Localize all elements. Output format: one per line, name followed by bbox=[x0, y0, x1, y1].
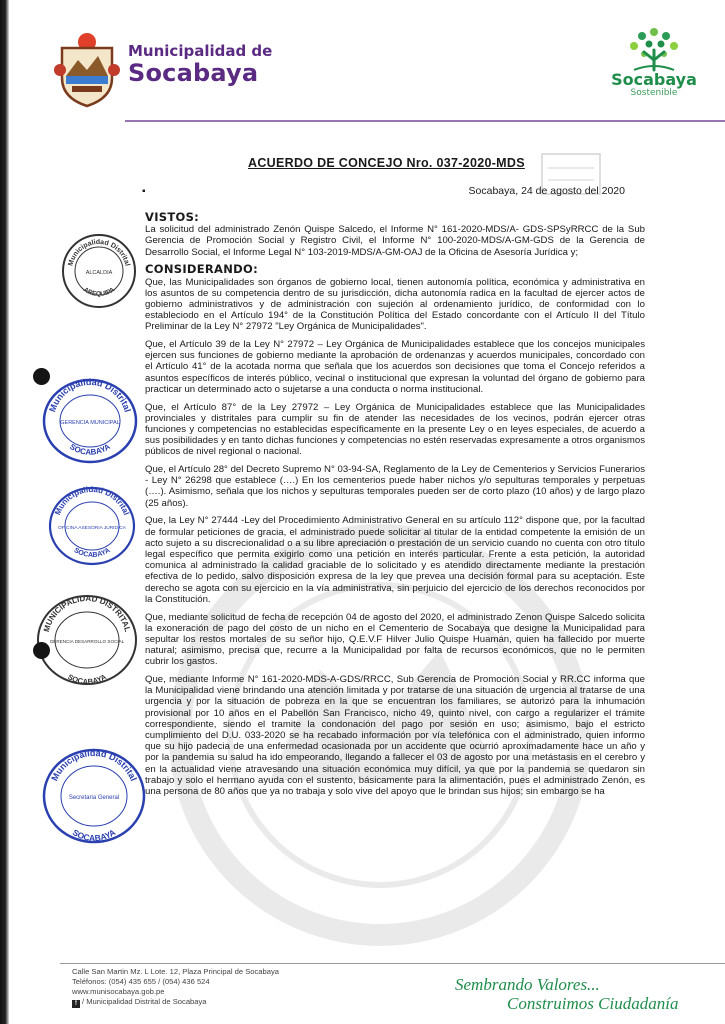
document-title: ACUERDO DE CONCEJO Nro. 037-2020-MDS bbox=[248, 156, 525, 170]
slogan-line2: Construimos Ciudadanía bbox=[507, 994, 679, 1013]
footer-address: Calle San Martin Mz. L Lote. 12, Plaza Principal de Socabaya bbox=[72, 967, 279, 976]
paragraph: Que, el Artículo 87° de la Ley 27972 – Ley Orgánica de Municipalidades establece que las Municipalidades provinciales y distritales para cumplir su fin de atender las necesidades de los vecinos, podrán ejercer otras funciones y competencias no establecidas específicamente en la presente Ley o en leyes especiales, de acuerdo a sus posibilidades y en tanto dichas funciones y competencias no estén reservadas expresamente a otros organismos públicos de nivel regional o nacional. bbox=[145, 401, 645, 458]
margin-mark: ▪ bbox=[142, 186, 146, 197]
seal-middle-text: GERENCIA MUNICIPAL bbox=[60, 420, 120, 426]
footer-facebook: / Municipalidad Distrital de Socabaya bbox=[82, 997, 207, 1006]
organization-name-line1: Municipalidad de bbox=[128, 42, 273, 60]
organization-name bbox=[128, 44, 272, 85]
seal-bottom-text: SOCABAYA bbox=[70, 827, 118, 844]
seal-middle-text: Secretaria General bbox=[68, 795, 120, 801]
letterhead bbox=[0, 0, 725, 125]
paragraph: Que, las Municipalidades son órganos de gobierno local, tienen autonomía política, económica y administrativa en los asuntos de su competencia dentro de su jurisdicción, dicha autonomía radica en la facultad de ejercer actos de gobierno administrativos y de administración con sujeción al ordenamiento jurídico, de conformidad con lo estableciodo en el Artículo 194° de la Constitución Política del Estado concordante con el Artículo II del Título Preliminar de la Ley N° 27972 "Ley Orgánica de Municipalidades". bbox=[145, 276, 645, 333]
seal-middle-text: OFICINA ASESORIA JURIDICA bbox=[58, 526, 126, 531]
seal-middle-text: ALCALDIA bbox=[85, 270, 113, 276]
secretaria-general-seal bbox=[40, 746, 148, 846]
seal-bottom-text: SOCABAYA bbox=[72, 547, 112, 560]
brand-wordmark bbox=[604, 72, 704, 98]
section-heading-considerando: CONSIDERANDO: bbox=[145, 262, 259, 277]
seal-bottom-text: AREQUIPA bbox=[82, 286, 116, 298]
svg-text:AREQUIPA bbox=[82, 286, 116, 298]
paragraph: Que, mediante solicitud de fecha de recepción 04 de agosto del 2020, el administrado Zenon Quispe Salcedo solicita la exoneración de pago del costo de un nicho en el Cementerio de Socabaya que designe la Municipalidad para sepultar los restos mortales de su señor hijo, Q.E.V.F Hilver Julio Quispe Huamán, quien ha fallecido por muerte natural; asimismo, precisa que, recurre a la Municipalidad por falta de recursos económicos, que no le permiten cubrir los gastos. bbox=[145, 611, 645, 668]
svg-text:MUNICIPALIDAD DISTRITAL bbox=[42, 594, 132, 633]
municipal-shield-icon bbox=[52, 30, 122, 108]
footer-slogan bbox=[455, 975, 710, 1013]
gerencia-municipal-seal bbox=[40, 376, 140, 466]
header-divider bbox=[125, 120, 725, 122]
punch-hole bbox=[33, 368, 50, 385]
punch-hole bbox=[33, 642, 50, 659]
slogan-line1: Sembrando Valores... bbox=[455, 975, 600, 994]
svg-text:Municipalidad Distrital bbox=[53, 485, 131, 516]
scan-edge-mark bbox=[0, 0, 9, 1024]
seal-bottom-text: SOCABAYA bbox=[66, 672, 108, 687]
seal-top-text: Municipalidad Distrital bbox=[67, 238, 131, 267]
brand-tagline: Sostenible bbox=[630, 88, 678, 98]
document-body bbox=[145, 212, 645, 804]
svg-text:SOCABAYA bbox=[68, 442, 112, 457]
facebook-icon: f bbox=[72, 1000, 80, 1008]
footer-contact bbox=[72, 967, 279, 1008]
footer-facebook-row bbox=[72, 997, 279, 1008]
seal-top-text: Municipalidad Distrital bbox=[47, 376, 133, 414]
section-heading-vistos: VISTOS: bbox=[145, 210, 200, 224]
svg-text:SOCABAYA bbox=[73, 547, 112, 559]
seal-top-text: Municipalidad Distrital bbox=[53, 484, 131, 517]
seal-middle-text: GERENCIA DESARROLLO SOCIAL bbox=[49, 639, 125, 644]
tree-people-icon bbox=[604, 22, 704, 112]
paragraph: Que, el Artículo 39 de la Ley N° 27972 – Ley Orgánica de Municipalidades establece que los concejos municipales ejercen sus funciones de gobierno mediante la aprobación de ordenanzas y acuerdos municipales, concordado con el Artículo 41° de la acotada norma que señala que los acuerdos son decisiones que toma el Concejo referidos a asuntos específicos de interés público, vecinal o institucional que expresan la voluntad del órgano de gobierno para practicar un determinado acto o sujetarse a una conducta o norma institucional. bbox=[145, 339, 645, 395]
asesoria-juridica-seal bbox=[46, 484, 138, 568]
footer-phones: Teléfonos: (054) 435 655 / (054) 436 524 bbox=[72, 977, 210, 986]
footer-website: www.munisocabaya.gob.pe bbox=[72, 987, 165, 996]
seal-top-text: MUNICIPALIDAD DISTRITAL bbox=[41, 593, 133, 633]
paragraph-vistos: La solicitud del administrado Zenón Quispe Salcedo, el Informe N° 161-2020-MDS/A- GDS-SPSyRRCC de la Sub Gerencia de Promoción Social y Registro Civil, el Informe N° 100-2020-MDS/A-GM-GDS de la Gerencia de Desarrollo Social, el Informe Legal N° 103-2019-MDS/A-GM-OAJ de la Oficina de Asesoría Jurídica y; bbox=[145, 224, 645, 258]
svg-text:SOCABAYA bbox=[66, 672, 108, 686]
brand-name: Socabaya bbox=[611, 70, 697, 89]
document-date: Socabaya, 24 de agosto del 2020 bbox=[468, 185, 625, 197]
seal-bottom-text: SOCABAYA bbox=[68, 442, 112, 457]
footer-divider bbox=[60, 963, 725, 964]
paragraph: Que, mediante Informe N° 161-2020-MDS-A-GDS/RRCC, Sub Gerencia de Promoción Social y RR.CC informa que la Municipalidad viene brindando una atención limitada y por tratarse de una situación de urgencia al tratarse de una urgencia y por la situación de pobreza en la que se encuentran los familiares, se autorizó para la inhumación provisional por 10 años en el Pabellón San Francisco, nicho 49, quinto nivel, con cargo a regularizer el trámite correspondiente, siendo el tramite la condonación del pago por sesión en uso; asimismo, bajo el estricto cumplimiento del D.U. 033-2020 se ha recabado información por vía telefónica con el administrado, quien informo que su hijo padecia de una enfermedad ocasionada por un accidente que ocurrió aproximadamente hace un año y por la pandemia su salud ha ido empeorando, llegando a fallecer el 03 de agosto por una metástasis en el cerebro y en la actualidad viene atravesando una situación económica muy difícil, ya que por la pandemia se quedaron sin trabajo y solo el hermano ayuda con el sustento, básicamente para la alimentación, pues el administrado Zenón, es una persona de 80 años que ya no trabaja y solo vive del apoyo que le brindan sus hijos; sin embargo se ha bbox=[145, 674, 645, 798]
paragraph: Que, el Artículo 28° del Decreto Supremo N° 03-94-SA, Reglamento de la Ley de Cementerios y Servicios Funerarios - Ley N° 26298 que establece (….) En los cementerios puede haber nichos y/o sepulturas temporales y perpetuas (….). Asimismo, señala que los nichos y sepulturas temporales pueden ser de corto plazo (10 años) y de largo plazo (25 años). bbox=[145, 464, 645, 509]
organization-name-line2: Socabaya bbox=[128, 59, 259, 87]
alcaldia-seal bbox=[60, 232, 138, 310]
paragraph: Que, la Ley N° 27444 -Ley del Procedimiento Administrativo General en su artículo 112° dispone que, por la facultad de formular peticiones de gracia, el administrado puede solicitar al titular de la entidad competente la emisión de un acto sujeto a su discrecionalidad o a su libre apreciación o prestación de un servicio cuando no cuenta con otro título legal específico que permita exigirlo como una petición en interés particular. Frente a esta petición, la autoridad comunica al administrado la calidad graciable de lo solicitado y es atendido directamente mediante la prestación efectiva de lo pedido, salvo disposición expresa de la ley que prevea una decisión formal para su aceptación. Este derecho se agota con su ejercicio en la vía administrativa, sin perjuicio del ejercicio de los derechos reconocidos por la Constitución. bbox=[145, 515, 645, 605]
seal-top-text: Municipalidad Distrital bbox=[49, 747, 139, 783]
desarrollo-social-seal bbox=[34, 592, 140, 688]
svg-text:Municipalidad Distrital bbox=[49, 748, 138, 783]
